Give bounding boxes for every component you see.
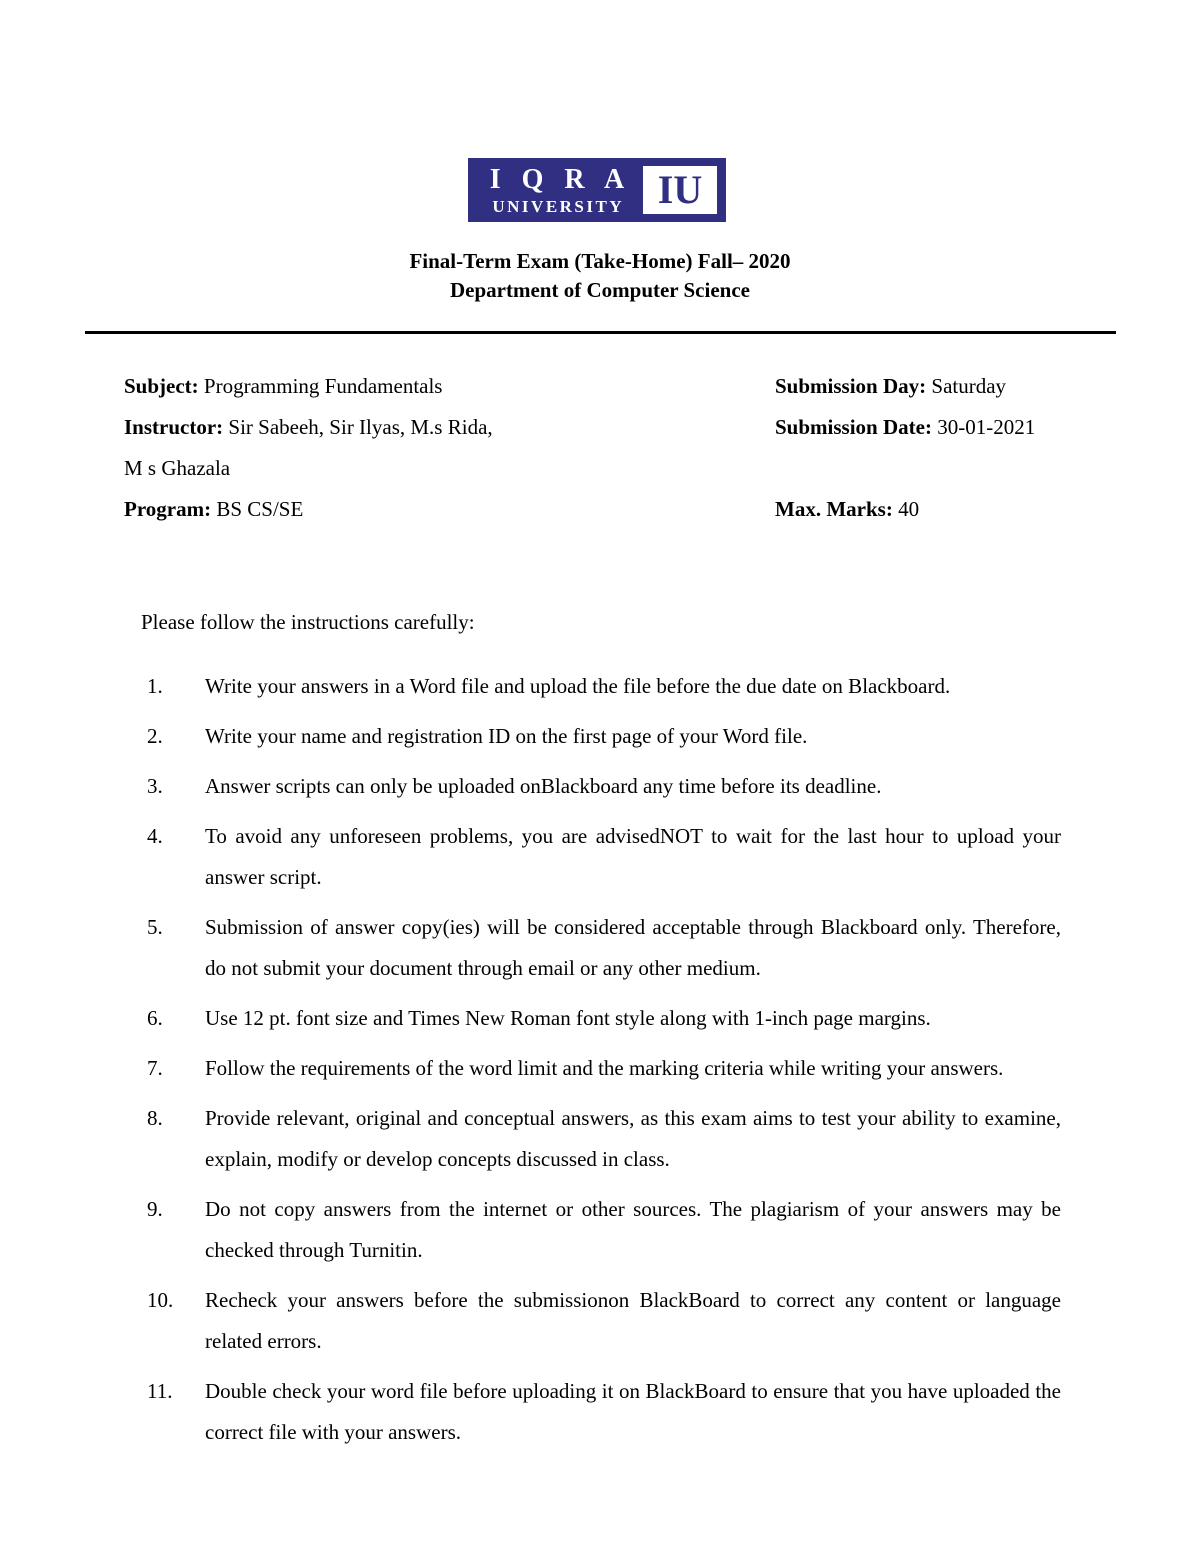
list-item-number: 5. — [147, 915, 163, 939]
list-item-text: Provide relevant, original and conceptual answers, as this exam aims to test your ability to examine, explain, modify or develop concepts discussed in class. — [205, 1106, 1061, 1171]
list-item — [141, 998, 1061, 1039]
logo-iqra-text: I Q R A — [489, 163, 632, 195]
list-item — [141, 716, 1061, 757]
subject-label: Subject: — [124, 374, 199, 398]
instructor-label: Instructor: — [124, 415, 224, 439]
instructor-value: Sir Sabeeh, Sir Ilyas, M.s Rida, — [228, 415, 493, 439]
list-item-text: Answer scripts can only be uploaded onBlackboard any time before its deadline. — [205, 774, 882, 798]
max-marks-label: Max. Marks: — [775, 497, 893, 521]
submission-day-label: Submission Day: — [775, 374, 927, 398]
list-item — [141, 766, 1061, 807]
list-item-text: Submission of answer copy(ies) will be considered acceptable through Blackboard only. Therefore, do not submit your document through email or any other medium. — [205, 915, 1061, 980]
metadata-row — [124, 413, 1084, 454]
list-item — [141, 816, 1061, 898]
page-subtitle: Department of Computer Science — [450, 278, 750, 302]
list-item-text: Recheck your answers before the submissionon BlackBoard to correct any content or language related errors. — [205, 1288, 1061, 1353]
instructions-intro: Please follow the instructions carefully: — [141, 610, 475, 634]
subject-field — [124, 372, 442, 400]
list-item-text: Write your answers in a Word file and upload the file before the due date on Blackboard. — [205, 674, 951, 698]
list-item-number: 2. — [147, 724, 163, 748]
logo-university-text: UNIVERSITY — [492, 196, 625, 216]
list-item-number: 3. — [147, 774, 163, 798]
metadata-row — [124, 454, 1084, 495]
instructions-list — [141, 666, 1061, 1462]
list-item-number: 6. — [147, 1006, 163, 1030]
list-item-number: 9. — [147, 1197, 163, 1221]
list-item — [141, 1189, 1061, 1271]
list-item — [141, 907, 1061, 989]
list-item — [141, 1280, 1061, 1362]
list-item — [141, 1371, 1061, 1453]
submission-day-field — [775, 372, 1006, 400]
university-logo — [468, 158, 726, 222]
list-item-number: 4. — [147, 824, 163, 848]
list-item-text: To avoid any unforeseen problems, you are advisedNOT to wait for the last hour to upload your answer script. — [205, 824, 1061, 889]
list-item-number: 7. — [147, 1056, 163, 1080]
list-item — [141, 1098, 1061, 1180]
metadata-row — [124, 372, 1084, 413]
submission-date-label: Submission Date: — [775, 415, 932, 439]
list-item — [141, 666, 1061, 707]
instructor-continuation-field — [124, 454, 230, 482]
program-value: BS CS/SE — [216, 497, 304, 521]
submission-date-value: 30-01-2021 — [937, 415, 1036, 439]
header-divider — [85, 331, 1116, 334]
submission-day-value: Saturday — [931, 374, 1007, 398]
instructor-continuation-value: M s Ghazala — [124, 456, 231, 480]
list-item-number: 10. — [147, 1288, 174, 1312]
exam-metadata — [124, 372, 1084, 536]
list-item-number: 8. — [147, 1106, 163, 1130]
program-field — [124, 495, 303, 523]
list-item-text: Follow the requirements of the word limit and the marking criteria while writing your answers. — [205, 1056, 1004, 1080]
logo-monogram-box — [640, 163, 720, 217]
subject-value: Programming Fundamentals — [203, 374, 443, 398]
logo-wordmark — [468, 158, 640, 222]
list-item-text: Use 12 pt. font size and Times New Roman font style along with 1-inch page margins. — [205, 1006, 931, 1030]
list-item-number: 11. — [147, 1379, 173, 1403]
logo-background — [468, 158, 726, 222]
list-item-number: 1. — [147, 674, 163, 698]
max-marks-value: 40 — [898, 497, 920, 521]
page-title: Final-Term Exam (Take-Home) Fall– 2020 — [409, 249, 791, 273]
max-marks-field — [775, 495, 919, 523]
metadata-row — [124, 495, 1084, 536]
list-item — [141, 1048, 1061, 1089]
program-label: Program: — [124, 497, 212, 521]
instructor-field — [124, 413, 493, 441]
submission-date-field — [775, 413, 1035, 441]
list-item-text: Write your name and registration ID on the first page of your Word file. — [205, 724, 808, 748]
logo-iu-text: IU — [657, 167, 703, 212]
list-item-text: Double check your word file before uploading it on BlackBoard to ensure that you have uploaded the correct file with your answers. — [205, 1379, 1061, 1444]
list-item-text: Do not copy answers from the internet or other sources. The plagiarism of your answers may be checked through Turnitin. — [205, 1197, 1061, 1262]
